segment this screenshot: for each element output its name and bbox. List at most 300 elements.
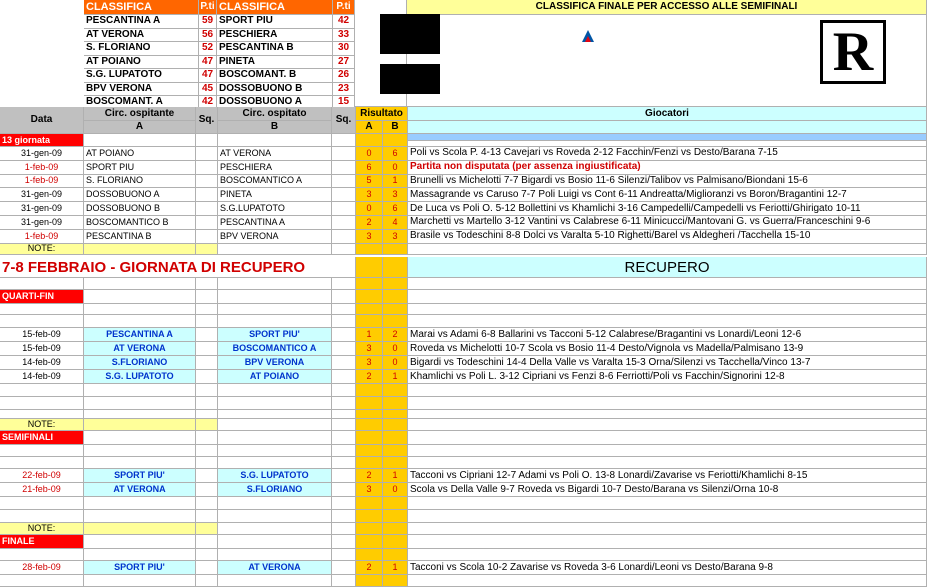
standings-pts-left[interactable]: 45: [199, 83, 217, 97]
blank-cell[interactable]: [196, 384, 218, 397]
standings-pts-left[interactable]: 47: [199, 56, 217, 70]
match-away-team[interactable]: AT VERONA: [218, 147, 332, 161]
standings-team-right[interactable]: BOSCOMANT. B: [217, 69, 333, 83]
match-away-team[interactable]: S.FLORIANO: [218, 483, 332, 497]
result-blank[interactable]: [356, 244, 383, 255]
match-home-team[interactable]: AT VERONA: [84, 483, 196, 497]
match-sq[interactable]: [196, 328, 218, 342]
match-players[interactable]: Tacconi vs Scola 10-2 Zavarise vs Roveda 3-6 Lonardi/Leoni vs Desto/Barana 9-8: [408, 561, 927, 575]
result-blank[interactable]: [383, 244, 408, 255]
notes-blank[interactable]: [408, 397, 927, 410]
match-players[interactable]: Massagrande vs Caruso 7-7 Poli Luigi vs Cont 6-11 Andreatta/Miglioranzi vs Boron/Bragantini 12-7: [408, 188, 927, 202]
match-date[interactable]: 31-gen-09: [0, 147, 84, 161]
match-home-team[interactable]: DOSSOBUONO B: [84, 202, 196, 216]
match-sq2[interactable]: [332, 147, 356, 161]
result-blank[interactable]: [356, 419, 383, 431]
notes-blank[interactable]: [408, 457, 927, 469]
result-blank[interactable]: [383, 134, 408, 147]
match-result-a[interactable]: 3: [356, 483, 383, 497]
match-date[interactable]: 15-feb-09: [0, 328, 84, 342]
blank-cell[interactable]: [84, 457, 196, 469]
match-sq[interactable]: [196, 356, 218, 370]
result-blank[interactable]: [383, 290, 408, 304]
blank-cell[interactable]: [218, 304, 332, 315]
match-sq2[interactable]: [332, 356, 356, 370]
blank-cell[interactable]: [0, 575, 84, 587]
blank-cell[interactable]: [196, 535, 218, 549]
blank-cell[interactable]: [218, 244, 332, 255]
match-sq2[interactable]: [332, 175, 356, 189]
notes-blank[interactable]: [408, 134, 927, 147]
blank-cell[interactable]: [218, 535, 332, 549]
match-sq2[interactable]: [332, 188, 356, 202]
blank-cell[interactable]: [332, 304, 356, 315]
notes-blank[interactable]: [408, 244, 927, 255]
match-home-team[interactable]: S. FLORIANO: [84, 175, 196, 189]
blank-cell[interactable]: [84, 315, 196, 328]
match-sq[interactable]: [196, 561, 218, 575]
match-result-b[interactable]: 2: [383, 328, 408, 342]
result-blank[interactable]: [356, 257, 383, 278]
result-blank[interactable]: [356, 384, 383, 397]
match-result-b[interactable]: 4: [383, 216, 408, 230]
blank-cell[interactable]: [218, 445, 332, 457]
result-blank[interactable]: [383, 535, 408, 549]
notes-blank[interactable]: [408, 523, 927, 535]
result-blank[interactable]: [356, 290, 383, 304]
match-players[interactable]: Bigardi vs Todeschini 14-4 Della Valle vs Varalta 15-3 Orna/Silenzi vs Tacchella/Vinco 13-7: [408, 356, 927, 370]
result-blank[interactable]: [383, 523, 408, 535]
note-cell[interactable]: [196, 523, 218, 535]
blank-cell[interactable]: [332, 549, 356, 561]
match-players[interactable]: Brasile vs Todeschini 8-8 Dolci vs Varalta 5-10 Righetti/Barel vs Aldegheri /Tacchella 15-10: [408, 230, 927, 244]
recovery-title[interactable]: 7-8 FEBBRAIO - GIORNATA DI RECUPERO: [0, 257, 356, 278]
blank-cell[interactable]: [84, 535, 196, 549]
match-result-a[interactable]: 2: [356, 370, 383, 384]
match-result-a[interactable]: 2: [356, 561, 383, 575]
notes-blank[interactable]: [408, 431, 927, 445]
blank-cell[interactable]: [84, 549, 196, 561]
blank-cell[interactable]: [0, 410, 84, 419]
blank-cell[interactable]: [196, 510, 218, 523]
match-result-b[interactable]: 1: [383, 469, 408, 483]
blank-cell[interactable]: [196, 304, 218, 315]
blank-cell[interactable]: [84, 384, 196, 397]
match-home-team[interactable]: AT POIANO: [84, 147, 196, 161]
header-date[interactable]: Data: [0, 107, 84, 134]
header-sq2[interactable]: Sq.: [332, 107, 356, 134]
header-result[interactable]: Risultato: [356, 107, 408, 121]
result-blank[interactable]: [356, 510, 383, 523]
match-sq[interactable]: [196, 370, 218, 384]
blank-cell[interactable]: [196, 397, 218, 410]
match-date[interactable]: 14-feb-09: [0, 356, 84, 370]
match-sq[interactable]: [196, 483, 218, 497]
match-result-b[interactable]: 0: [383, 161, 408, 175]
standings-right-pts-header[interactable]: P.ti: [333, 0, 355, 15]
match-home-team[interactable]: S.G. LUPATOTO: [84, 370, 196, 384]
notes-blank[interactable]: [408, 290, 927, 304]
blank-cell[interactable]: [196, 457, 218, 469]
blank-cell[interactable]: [84, 134, 196, 147]
standings-right-header[interactable]: CLASSIFICA: [217, 0, 333, 15]
match-result-a[interactable]: 5: [356, 175, 383, 189]
notes-blank[interactable]: [408, 575, 927, 587]
match-away-team[interactable]: BOSCOMANTICO A: [218, 342, 332, 356]
blank-cell[interactable]: [332, 244, 356, 255]
result-blank[interactable]: [356, 315, 383, 328]
match-result-a[interactable]: 0: [356, 202, 383, 216]
match-away-team[interactable]: BPV VERONA: [218, 230, 332, 244]
standings-team-left[interactable]: S.G. LUPATOTO: [84, 69, 199, 83]
result-blank[interactable]: [356, 445, 383, 457]
result-blank[interactable]: [383, 575, 408, 587]
result-blank[interactable]: [356, 549, 383, 561]
section-label-qf[interactable]: QUARTI-FIN: [0, 290, 84, 304]
result-blank[interactable]: [356, 431, 383, 445]
match-sq2[interactable]: [332, 469, 356, 483]
standings-pts-right[interactable]: 30: [333, 42, 355, 56]
match-result-a[interactable]: 6: [356, 161, 383, 175]
blank-cell[interactable]: [218, 410, 332, 419]
match-away-team[interactable]: BPV VERONA: [218, 356, 332, 370]
notes-blank[interactable]: [408, 410, 927, 419]
blank-cell[interactable]: [218, 431, 332, 445]
blank-cell[interactable]: [84, 445, 196, 457]
standings-pts-left[interactable]: 56: [199, 29, 217, 43]
blank-cell[interactable]: [84, 575, 196, 587]
blank-cell[interactable]: [196, 575, 218, 587]
header-result-b[interactable]: B: [383, 121, 408, 134]
note-cell[interactable]: [84, 419, 196, 431]
match-home-team[interactable]: PESCANTINA B: [84, 230, 196, 244]
blank-cell[interactable]: [218, 384, 332, 397]
match-result-a[interactable]: 3: [356, 188, 383, 202]
blank-cell[interactable]: [332, 431, 356, 445]
blank-cell[interactable]: [218, 510, 332, 523]
blank-cell[interactable]: [218, 315, 332, 328]
match-result-a[interactable]: 3: [356, 356, 383, 370]
match-players[interactable]: Roveda vs Michelotti 10-7 Scola vs Bosio 11-4 Desto/Vignola vs Madella/Palmisano 13-9: [408, 342, 927, 356]
match-result-b[interactable]: 1: [383, 370, 408, 384]
result-blank[interactable]: [356, 523, 383, 535]
note-label[interactable]: NOTE:: [0, 244, 84, 255]
standings-pts-right[interactable]: 15: [333, 96, 355, 110]
match-players[interactable]: Partita non disputata (per assenza ingiustificata): [408, 161, 927, 175]
blank-cell[interactable]: [218, 419, 332, 431]
note-label[interactable]: NOTE:: [0, 523, 84, 535]
match-result-b[interactable]: 1: [383, 175, 408, 189]
result-blank[interactable]: [356, 410, 383, 419]
notes-blank[interactable]: [408, 304, 927, 315]
standings-pts-left[interactable]: 42: [199, 96, 217, 110]
result-blank[interactable]: [356, 278, 383, 290]
match-date[interactable]: 31-gen-09: [0, 202, 84, 216]
recovery-label[interactable]: RECUPERO: [408, 257, 927, 278]
match-sq[interactable]: [196, 469, 218, 483]
standings-team-right[interactable]: DOSSOBUONO A: [217, 96, 333, 110]
standings-team-left[interactable]: PESCANTINA A: [84, 15, 199, 29]
standings-pts-right[interactable]: 33: [333, 29, 355, 43]
match-players[interactable]: Poli vs Scola P. 4-13 Cavejari vs Roveda 2-12 Facchin/Fenzi vs Desto/Barana 7-15: [408, 147, 927, 161]
note-cell[interactable]: [196, 419, 218, 431]
blank-cell[interactable]: [196, 497, 218, 510]
match-date[interactable]: 22-feb-09: [0, 469, 84, 483]
match-sq2[interactable]: [332, 370, 356, 384]
match-date[interactable]: 15-feb-09: [0, 342, 84, 356]
match-players[interactable]: Marchetti vs Martello 3-12 Vantini vs Calabrese 6-11 Minicucci/Mantovani G. vs Guerra/Franceschini 9-6: [408, 216, 927, 230]
blank-cell[interactable]: [218, 278, 332, 290]
notes-blank[interactable]: [408, 549, 927, 561]
blank-cell[interactable]: [332, 419, 356, 431]
blank-cell[interactable]: [332, 445, 356, 457]
standings-team-right[interactable]: PESCANTINA B: [217, 42, 333, 56]
result-blank[interactable]: [383, 457, 408, 469]
result-blank[interactable]: [356, 497, 383, 510]
match-sq[interactable]: [196, 230, 218, 244]
match-home-team[interactable]: SPORT PIU': [84, 469, 196, 483]
result-blank[interactable]: [383, 384, 408, 397]
standings-pts-left[interactable]: 59: [199, 15, 217, 29]
standings-team-left[interactable]: AT POIANO: [84, 56, 199, 70]
result-blank[interactable]: [356, 134, 383, 147]
match-result-b[interactable]: 0: [383, 483, 408, 497]
standings-pts-right[interactable]: 26: [333, 69, 355, 83]
notes-blank[interactable]: [408, 315, 927, 328]
match-away-team[interactable]: AT POIANO: [218, 370, 332, 384]
blank-cell[interactable]: [332, 535, 356, 549]
match-away-team[interactable]: S.G.LUPATOTO: [218, 202, 332, 216]
header-players[interactable]: Giocatori: [408, 107, 927, 121]
result-blank[interactable]: [383, 410, 408, 419]
match-players[interactable]: Scola vs Della Valle 9-7 Roveda vs Bigardi 10-7 Desto/Barana vs Silenzi/Orna 10-8: [408, 483, 927, 497]
blank-cell[interactable]: [0, 457, 84, 469]
match-date[interactable]: 14-feb-09: [0, 370, 84, 384]
blank-cell[interactable]: [332, 278, 356, 290]
blank-cell[interactable]: [0, 497, 84, 510]
blank-cell[interactable]: [84, 397, 196, 410]
match-result-b[interactable]: 3: [383, 188, 408, 202]
blank-cell[interactable]: [332, 397, 356, 410]
blank-cell[interactable]: [84, 497, 196, 510]
blank-cell[interactable]: [0, 315, 84, 328]
match-result-b[interactable]: 1: [383, 561, 408, 575]
result-blank[interactable]: [383, 497, 408, 510]
match-players[interactable]: De Luca vs Poli O. 5-12 Bollettini vs Khamlichi 3-16 Campedelli/Campedelli vs Feriotti/Ghirigato 10-11: [408, 202, 927, 216]
blank-cell[interactable]: [84, 290, 196, 304]
result-blank[interactable]: [383, 419, 408, 431]
result-blank[interactable]: [356, 575, 383, 587]
match-sq[interactable]: [196, 216, 218, 230]
match-sq[interactable]: [196, 188, 218, 202]
match-away-team[interactable]: S.G. LUPATOTO: [218, 469, 332, 483]
match-date[interactable]: 28-feb-09: [0, 561, 84, 575]
standings-team-right[interactable]: PINETA: [217, 56, 333, 70]
notes-blank[interactable]: [408, 384, 927, 397]
blank-cell[interactable]: [218, 549, 332, 561]
blank-cell[interactable]: [332, 290, 356, 304]
match-sq2[interactable]: [332, 561, 356, 575]
blank-cell[interactable]: [332, 457, 356, 469]
header-away[interactable]: Circ. ospitato: [218, 107, 332, 121]
blank-cell[interactable]: [84, 410, 196, 419]
standings-team-left[interactable]: S. FLORIANO: [84, 42, 199, 56]
blank-cell[interactable]: [332, 523, 356, 535]
match-home-team[interactable]: SPORT PIU': [84, 561, 196, 575]
match-result-b[interactable]: 0: [383, 356, 408, 370]
blank-cell[interactable]: [218, 497, 332, 510]
match-home-team[interactable]: AT VERONA: [84, 342, 196, 356]
blank-cell[interactable]: [196, 134, 218, 147]
match-players[interactable]: Khamlichi vs Poli L. 3-12 Cipriani vs Fenzi 8-6 Ferriotti/Poli vs Facchin/Signorini 12-8: [408, 370, 927, 384]
match-sq2[interactable]: [332, 483, 356, 497]
standings-left-pts-header[interactable]: P.ti: [199, 0, 217, 15]
result-blank[interactable]: [383, 510, 408, 523]
blank-cell[interactable]: [218, 290, 332, 304]
blank-cell[interactable]: [84, 431, 196, 445]
match-sq[interactable]: [196, 147, 218, 161]
result-blank[interactable]: [383, 397, 408, 410]
match-result-a[interactable]: 2: [356, 216, 383, 230]
match-date[interactable]: 1-feb-09: [0, 230, 84, 244]
blank-cell[interactable]: [332, 497, 356, 510]
notes-blank[interactable]: [408, 497, 927, 510]
blank-cell[interactable]: [332, 384, 356, 397]
header-players-blank[interactable]: [408, 121, 927, 134]
match-date[interactable]: 1-feb-09: [0, 175, 84, 189]
blank-cell[interactable]: [0, 278, 84, 290]
blank-cell[interactable]: [0, 397, 84, 410]
blank-cell[interactable]: [196, 278, 218, 290]
match-home-team[interactable]: S.FLORIANO: [84, 356, 196, 370]
match-sq2[interactable]: [332, 202, 356, 216]
blank-cell[interactable]: [218, 397, 332, 410]
banner-title[interactable]: CLASSIFICA FINALE PER ACCESSO ALLE SEMIFINALI: [407, 0, 927, 15]
match-result-a[interactable]: 1: [356, 328, 383, 342]
standings-team-left[interactable]: BPV VERONA: [84, 83, 199, 97]
header-away-sub[interactable]: B: [218, 121, 332, 134]
result-blank[interactable]: [383, 257, 408, 278]
match-sq[interactable]: [196, 175, 218, 189]
header-home[interactable]: Circ. ospitante: [84, 107, 196, 121]
blank-cell[interactable]: [196, 431, 218, 445]
match-sq2[interactable]: [332, 216, 356, 230]
blank-cell[interactable]: [0, 549, 84, 561]
match-result-a[interactable]: 2: [356, 469, 383, 483]
standings-pts-right[interactable]: 23: [333, 83, 355, 97]
blank-cell[interactable]: [84, 510, 196, 523]
result-blank[interactable]: [383, 549, 408, 561]
blank-cell[interactable]: [218, 523, 332, 535]
notes-blank[interactable]: [408, 510, 927, 523]
match-result-b[interactable]: 0: [383, 342, 408, 356]
blank-cell[interactable]: [332, 315, 356, 328]
match-away-team[interactable]: PINETA: [218, 188, 332, 202]
match-away-team[interactable]: SPORT PIU': [218, 328, 332, 342]
match-away-team[interactable]: BOSCOMANTICO A: [218, 175, 332, 189]
blank-cell[interactable]: [332, 410, 356, 419]
match-players[interactable]: Marai vs Adami 6-8 Ballarini vs Tacconi 5-12 Calabrese/Bragantini vs Lonardi/Leoni 12-6: [408, 328, 927, 342]
match-home-team[interactable]: DOSSOBUONO A: [84, 188, 196, 202]
match-away-team[interactable]: AT VERONA: [218, 561, 332, 575]
note-label[interactable]: NOTE:: [0, 419, 84, 431]
match-result-b[interactable]: 6: [383, 202, 408, 216]
notes-blank[interactable]: [408, 535, 927, 549]
match-sq2[interactable]: [332, 161, 356, 175]
standings-pts-left[interactable]: 52: [199, 42, 217, 56]
result-blank[interactable]: [383, 431, 408, 445]
match-sq[interactable]: [196, 342, 218, 356]
match-sq2[interactable]: [332, 342, 356, 356]
standings-team-left[interactable]: AT VERONA: [84, 29, 199, 43]
section-label-final[interactable]: FINALE: [0, 535, 84, 549]
match-date[interactable]: 31-gen-09: [0, 188, 84, 202]
result-blank[interactable]: [383, 278, 408, 290]
blank-cell[interactable]: [84, 304, 196, 315]
blank-cell[interactable]: [196, 445, 218, 457]
blank-cell[interactable]: [196, 315, 218, 328]
note-cell[interactable]: [84, 523, 196, 535]
blank-cell[interactable]: [196, 410, 218, 419]
notes-blank[interactable]: [408, 419, 927, 431]
match-result-a[interactable]: 3: [356, 230, 383, 244]
blank-cell[interactable]: [0, 510, 84, 523]
match-date[interactable]: 21-feb-09: [0, 483, 84, 497]
match-sq[interactable]: [196, 202, 218, 216]
blank-cell[interactable]: [332, 575, 356, 587]
match-home-team[interactable]: BOSCOMANTICO B: [84, 216, 196, 230]
blank-cell[interactable]: [218, 457, 332, 469]
match-date[interactable]: 31-gen-09: [0, 216, 84, 230]
match-away-team[interactable]: PESCHIERA: [218, 161, 332, 175]
blank-cell[interactable]: [218, 134, 332, 147]
match-sq2[interactable]: [332, 328, 356, 342]
match-result-a[interactable]: 0: [356, 147, 383, 161]
header-sq[interactable]: Sq.: [196, 107, 218, 134]
standings-team-left[interactable]: BOSCOMANT. A: [84, 96, 199, 110]
blank-cell[interactable]: [0, 304, 84, 315]
notes-blank[interactable]: [408, 445, 927, 457]
result-blank[interactable]: [383, 315, 408, 328]
match-date[interactable]: 1-feb-09: [0, 161, 84, 175]
match-sq2[interactable]: [332, 230, 356, 244]
blank-cell[interactable]: [332, 510, 356, 523]
match-sq[interactable]: [196, 161, 218, 175]
match-players[interactable]: Tacconi vs Cipriani 12-7 Adami vs Poli O. 13-8 Lonardi/Zavarise vs Feriotti/Khamlichi 8-15: [408, 469, 927, 483]
standings-team-right[interactable]: SPORT PIU: [217, 15, 333, 29]
header-home-sub[interactable]: A: [84, 121, 196, 134]
note-cell[interactable]: [84, 244, 196, 255]
match-away-team[interactable]: PESCANTINA A: [218, 216, 332, 230]
blank-cell[interactable]: [0, 445, 84, 457]
section-label-13[interactable]: 13 giornata: [0, 134, 84, 147]
blank-cell[interactable]: [196, 549, 218, 561]
result-blank[interactable]: [356, 304, 383, 315]
standings-team-right[interactable]: DOSSOBUONO B: [217, 83, 333, 97]
match-result-a[interactable]: 3: [356, 342, 383, 356]
result-blank[interactable]: [356, 397, 383, 410]
blank-cell[interactable]: [84, 278, 196, 290]
notes-blank[interactable]: [408, 278, 927, 290]
result-blank[interactable]: [356, 535, 383, 549]
blank-cell[interactable]: [218, 575, 332, 587]
match-result-b[interactable]: 6: [383, 147, 408, 161]
match-home-team[interactable]: SPORT PIU: [84, 161, 196, 175]
result-blank[interactable]: [383, 445, 408, 457]
result-blank[interactable]: [383, 304, 408, 315]
standings-pts-right[interactable]: 42: [333, 15, 355, 29]
blank-cell[interactable]: [0, 384, 84, 397]
